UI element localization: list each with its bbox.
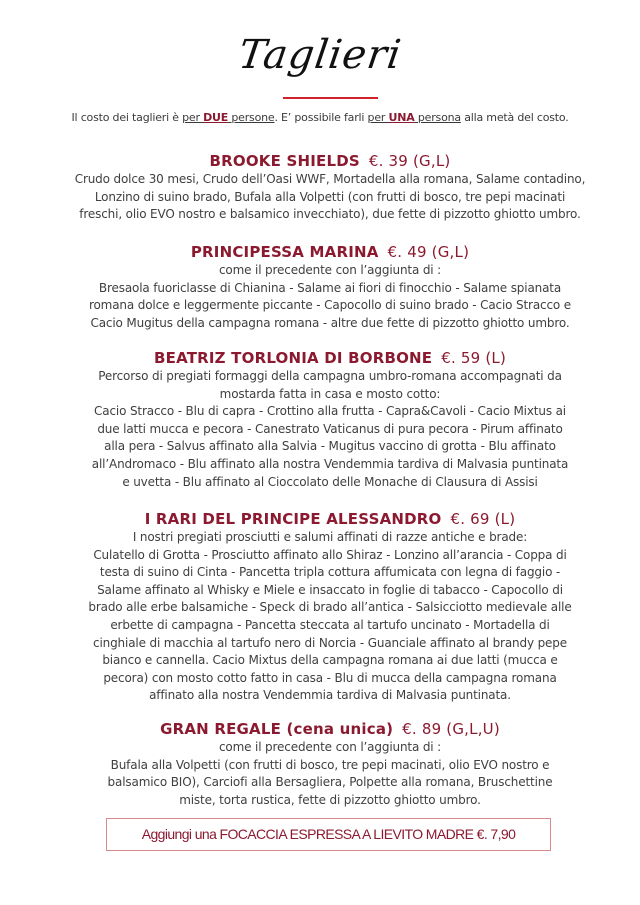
intro-persone: persone bbox=[228, 111, 275, 124]
item-heading bbox=[50, 348, 610, 368]
item-price: €. 49 (G,L) bbox=[387, 243, 470, 261]
description-line: Bresaola fuoriclasse di Chianina - Salame ai fiori di finocchio - Salame spianata bbox=[98, 280, 562, 295]
item-price: €. 69 (L) bbox=[450, 510, 516, 528]
description-line: miste, torta rustica, fette di pizzotto ghiotto umbro. bbox=[179, 792, 481, 807]
description-line: all’Andromaco - Blu affinato alla nostra Vendemmia tardiva di Malvasia puntinata bbox=[91, 456, 569, 471]
description-line: Salame affinato al Whisky e Miele e insaccato in foglie di tabacco - Capocollo di bbox=[97, 582, 563, 597]
intro-note bbox=[0, 111, 640, 125]
description-line: come il precedente con l’aggiunta di : bbox=[218, 740, 442, 754]
intro-text-2: . E’ possibile farli bbox=[274, 111, 368, 124]
description-line: affinato alla nostra Vendemmia tardiva di Malvasia puntinata. bbox=[149, 688, 511, 703]
description-line: come il precedente con l’aggiunta di : bbox=[218, 263, 442, 277]
intro-due: DUE bbox=[203, 111, 229, 124]
description-line: Percorso di pregiati formaggi della campagna umbro-romana accompagnati da bbox=[98, 369, 562, 383]
focaccia-addon-label: Aggiungi una FOCACCIA ESPRESSA A LIEVITO MADRE €. 7,90 bbox=[141, 826, 516, 842]
item-heading bbox=[50, 242, 610, 262]
intro-text: Il costo dei taglieri è bbox=[71, 111, 183, 124]
description-line: Cacio Stracco - Blu di capra - Crottino alla frutta - Capra&Cavoli - Cacio Mixtus ai bbox=[94, 404, 566, 419]
item-heading bbox=[50, 151, 610, 171]
item-price: €. 59 (L) bbox=[441, 349, 506, 367]
description-line: freschi, olio EVO nostro e balsamico invecchiato), due fette di pizzotto ghiotto umbro. bbox=[79, 207, 581, 222]
description-line: Lonzino di suino brado, Bufala alla Volpetti (con frutti di bosco, tre pepi macinati bbox=[94, 189, 566, 204]
item-name: BROOKE SHIELDS bbox=[209, 152, 360, 170]
intro-per-2 bbox=[368, 111, 461, 124]
description-line: balsamico BIO), Carciofi alla Bersagliera, Polpette alla romana, Bruschettine bbox=[107, 775, 553, 790]
description-line: I nostri pregiati prosciutti e salumi affinati di razze antiche e brade: bbox=[132, 530, 528, 544]
item-price: €. 89 (G,L,U) bbox=[402, 720, 500, 738]
menu-item-i-rari-del-principe bbox=[50, 509, 610, 705]
item-description bbox=[50, 171, 610, 224]
item-name: GRAN REGALE (cena unica) bbox=[160, 720, 394, 738]
description-line: mostarda fatta in casa e mosto cotto: bbox=[219, 386, 441, 401]
item-name: PRINCIPESSA MARINA bbox=[190, 243, 379, 261]
description-line: Culatello di Grotta - Prosciutto affinato allo Shiraz - Lonzino all’arancia - Coppa di bbox=[93, 547, 567, 562]
menu-item-principessa-marina bbox=[50, 242, 610, 332]
description-line: brado alle erbe balsamiche - Speck di brado all’antica - Salsicciotto medievale alle bbox=[88, 600, 572, 615]
item-name: BEATRIZ TORLONIA DI BORBONE bbox=[154, 349, 433, 367]
title-block bbox=[0, 30, 640, 80]
item-description bbox=[50, 529, 610, 705]
description-line: romana dolce e leggermente piccante - Capocollo di suino brado - Cacio Stracco e bbox=[88, 298, 572, 313]
item-description bbox=[50, 262, 610, 332]
item-heading bbox=[50, 719, 610, 739]
description-line: Cacio Mugitus della campagna romana - altre due fette di pizzotto ghiotto umbro. bbox=[90, 315, 570, 330]
description-line: due latti mucca e pecora - Canestrato Vaticanus di pura pecora - Pirum affinato bbox=[97, 421, 563, 436]
menu-item-brooke-shields bbox=[50, 151, 610, 224]
description-line: cinghiale di macchia al tartufo nero di Norcia - Guanciale affinato al brandy pepe bbox=[93, 635, 567, 650]
menu-item-gran-regale bbox=[50, 719, 610, 809]
description-line: Crudo dolce 30 mesi, Crudo dell’Oasi WWF, Mortadella alla romana, Salame contadino, bbox=[74, 172, 586, 186]
intro-per-text-2: per bbox=[367, 111, 389, 124]
description-line: erbette di campagna - Pancetta steccata al tartufo uncinato - Mortadella di bbox=[110, 617, 550, 632]
title-divider bbox=[283, 97, 378, 99]
intro-text-3: alla metà del costo. bbox=[460, 111, 569, 124]
item-heading bbox=[50, 509, 610, 529]
intro-per-text: per bbox=[182, 111, 204, 124]
description-line: testa di suino di Cinta - Pancetta tripla cottura affumicata con legna di faggio - bbox=[99, 565, 561, 580]
item-description bbox=[50, 739, 610, 809]
intro-una: UNA bbox=[388, 111, 415, 124]
item-name: I RARI DEL PRINCIPE ALESSANDRO bbox=[144, 510, 442, 528]
intro-per bbox=[182, 111, 274, 124]
description-line: alla pera - Salvus affinato alla Salvia - Mugitus vaccino di grotta - Blu affinato bbox=[104, 439, 556, 454]
item-price: €. 39 (G,L) bbox=[368, 152, 451, 170]
description-line: pecora) con mosto cotto fatto in casa - Blu di mucca della campagna romana bbox=[103, 670, 557, 685]
intro-persona: persona bbox=[414, 111, 461, 124]
description-line: bianco e cannella. Cacio Mixtus della campagna romana ai due latti (mucca e bbox=[102, 653, 558, 668]
page-title: Taglieri bbox=[235, 32, 405, 78]
description-line: Bufala alla Volpetti (con frutti di bosco, tre pepi macinati, olio EVO nostro e bbox=[110, 757, 550, 772]
description-line: e uvetta - Blu affinato al Cioccolato delle Monache di Clausura di Assisi bbox=[122, 474, 538, 489]
menu-item-beatriz-torlonia bbox=[50, 348, 610, 491]
item-description bbox=[50, 368, 610, 491]
focaccia-addon-box bbox=[106, 818, 551, 851]
